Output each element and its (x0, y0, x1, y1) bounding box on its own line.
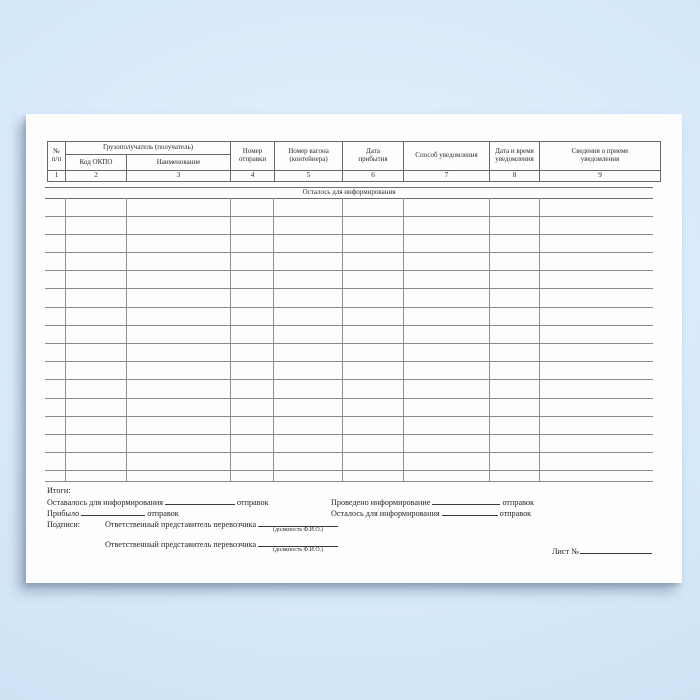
column-header-notify-method: Способ уведомления (404, 142, 490, 171)
table-row (45, 235, 653, 253)
blank-line (442, 507, 498, 516)
blank-line (580, 545, 652, 554)
column-line-8 (539, 198, 540, 482)
column-header-notify-datetime: Дата и время уведомления (490, 142, 540, 171)
totals-informed-line: Проведено информирование отправок (331, 498, 534, 507)
table-row (45, 362, 653, 380)
table-row (45, 217, 653, 235)
col-no-line1: № (53, 147, 60, 156)
signature-caption: (должность Ф.И.О.) (273, 526, 324, 533)
col-num-9: 9 (540, 171, 661, 182)
table-row (45, 471, 653, 482)
table-row (45, 326, 653, 344)
signature-blank-line (258, 518, 338, 533)
column-line-1 (65, 198, 66, 482)
table-row (45, 453, 653, 471)
carryover-row: Осталось для информирования (45, 187, 653, 199)
column-line-7 (489, 198, 490, 482)
signature-line-2: Ответственный представитель перевозчика (должность Ф.И.О.) (105, 538, 340, 549)
signatures-label: Подписи: (47, 519, 80, 529)
column-header-wagon-number: Номер вагона (контейнера) (275, 142, 343, 171)
col-num-1: 1 (48, 171, 66, 182)
column-numbers-row (48, 171, 661, 182)
column-group-consignee: Грузополучатель (получатель) (66, 142, 231, 155)
table-row (45, 253, 653, 271)
blank-line (81, 507, 145, 516)
column-line-3 (230, 198, 231, 482)
table-row (45, 289, 653, 307)
col-num-8: 8 (490, 171, 540, 182)
table-row (45, 308, 653, 326)
table-row (45, 380, 653, 398)
column-header-row-number (48, 142, 66, 171)
col-num-5: 5 (275, 171, 343, 182)
signature-blank-line (258, 538, 338, 553)
table-row (45, 199, 653, 217)
table-row (45, 435, 653, 453)
column-header-okpo: Код ОКПО (66, 155, 127, 171)
column-line-5 (342, 198, 343, 482)
column-line-4 (273, 198, 274, 482)
col-num-6: 6 (343, 171, 404, 182)
sheet-number-line: Лист № (552, 545, 654, 556)
table-row (45, 344, 653, 362)
column-header-notify-receipt: Сведения о приеме уведомления (540, 142, 661, 171)
col-num-7: 7 (404, 171, 490, 182)
column-header-dispatch-number: Номер отправки (231, 142, 275, 171)
table-row (45, 399, 653, 417)
column-header-name: Наименование (127, 155, 231, 171)
blank-line (432, 496, 500, 505)
col-no-line2: п/п (51, 155, 62, 163)
signature-line-1: Подписи: Ответственный представитель перевозчика (должность Ф.И.О.) (47, 518, 340, 529)
col-num-2: 2 (66, 171, 127, 182)
totals-left-to-inform-line: Осталось для информирования отправок (331, 508, 532, 518)
table-row (45, 271, 653, 289)
column-header-arrival-date: Дата прибытия (343, 142, 404, 171)
totals-arrived-line: Прибыло отправок (47, 508, 179, 518)
signature-caption: (должность Ф.И.О.) (273, 546, 324, 553)
col-num-3: 3 (127, 171, 231, 182)
column-line-6 (403, 198, 404, 482)
column-line-2 (126, 198, 127, 482)
totals-label: Итоги: (47, 485, 71, 495)
totals-remained-line: Оставалось для информирования отправок (47, 498, 269, 507)
table-row (45, 417, 653, 435)
col-num-4: 4 (231, 171, 275, 182)
register-table-body (45, 187, 653, 481)
register-table-header (47, 141, 661, 182)
blank-line (165, 496, 235, 505)
paper-sheet (26, 114, 682, 583)
